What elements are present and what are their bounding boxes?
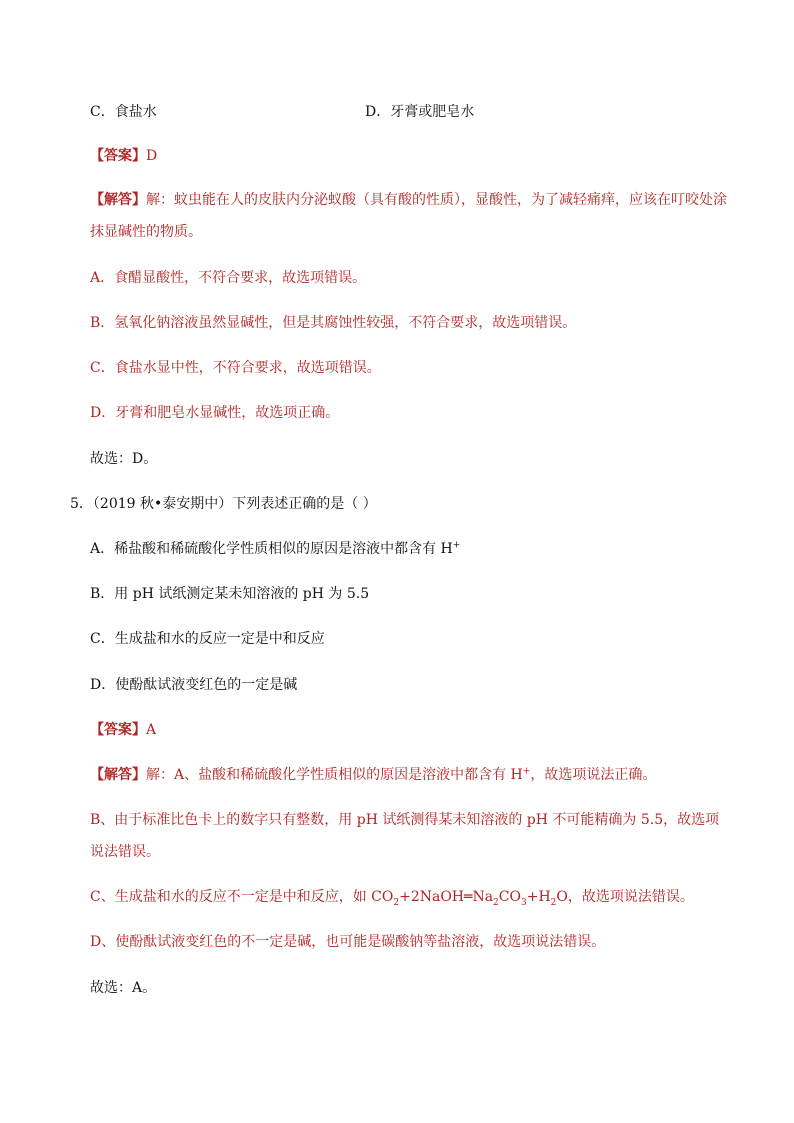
answer-value: D: [146, 148, 158, 164]
analysis-text: 解：蚊虫能在人的皮肤内分泌蚁酸（具有酸的性质），显酸性，为了减轻痛痒，应该在叮咬处涂抹显碱性的物质。: [90, 192, 727, 240]
analysis5-choose: 故选：A。: [90, 980, 157, 996]
analysis-block: [90, 184, 730, 248]
analysis-line-b: B．氢氧化钠溶液虽然显碱性，但是其腐蚀性较强，不符合要求，故选项错误。: [90, 315, 577, 331]
analysis5-c-mid3: +H: [526, 889, 551, 905]
analysis-line-a: A．食醋显酸性，不符合要求，故选项错误。: [90, 270, 367, 286]
analysis5-c-post: O，故选项说法错误。: [556, 889, 694, 905]
answer5-value: A: [146, 722, 157, 738]
option-c: C．食盐水: [90, 104, 157, 120]
analysis5-c-sub1: 2: [393, 897, 400, 908]
analysis5-b: B、由于标准比色卡上的数字只有整数，用 pH 试纸测得某未知溶液的 pH 不可能精确为 5.5，故选项说法错误。: [90, 812, 720, 860]
analysis5-c-sub3: 3: [520, 897, 527, 908]
analysis5-d: D、使酚酞试液变红色的不一定是碱，也可能是碳酸钠等盐溶液，故选项说法错误。: [90, 934, 606, 950]
q5-option-a-text: A．稀盐酸和稀硫酸化学性质相似的原因是溶液中都含有 H: [90, 541, 453, 557]
analysis5-c: [90, 887, 694, 907]
q5-option-a-sup: +: [452, 540, 461, 551]
option-d: D．牙膏或肥皂水: [365, 104, 475, 120]
analysis-choose: 故选：D。: [90, 451, 158, 467]
analysis5-a-sup: +: [522, 766, 531, 777]
analysis5-label: 【解答】: [90, 767, 146, 783]
question-stem: 5．（2019 秋•泰安期中）下列表述正确的是（ ）: [70, 496, 377, 512]
q5-option-d: D．使酚酞试液变红色的一定是碱: [90, 677, 298, 693]
answer5-label: 【答案】: [90, 722, 146, 738]
analysis-label: 【解答】: [90, 192, 146, 208]
q5-option-b: B．用 pH 试纸测定某未知溶液的 pH 为 5.5: [90, 586, 370, 602]
answer-block: [90, 146, 157, 166]
analysis5-c-mid1: +2NaOH═Na: [399, 889, 494, 905]
analysis5-c-pre: C、生成盐和水的反应不一定是中和反应，如 CO: [90, 889, 394, 905]
analysis-line-c: C．食盐水显中性，不符合要求，故选项错误。: [90, 360, 381, 376]
answer5-block: [90, 720, 156, 740]
q5-option-c: C．生成盐和水的反应一定是中和反应: [90, 631, 325, 647]
analysis5-c-sub2: 2: [493, 897, 499, 908]
answer-label: 【答案】: [90, 148, 146, 164]
analysis5-a-post: ，故选项说法正确。: [530, 767, 657, 783]
analysis5-a-pre: 解：A、盐酸和稀硫酸化学性质相似的原因是溶液中都含有 H: [146, 767, 523, 783]
q5-option-a: [90, 539, 460, 559]
analysis-line-d: D．牙膏和肥皂水显碱性，故选项正确。: [90, 405, 340, 421]
analysis5-c-mid2: CO: [498, 889, 521, 905]
analysis5-a: [90, 765, 656, 785]
analysis5-c-sub4: 2: [550, 897, 557, 908]
